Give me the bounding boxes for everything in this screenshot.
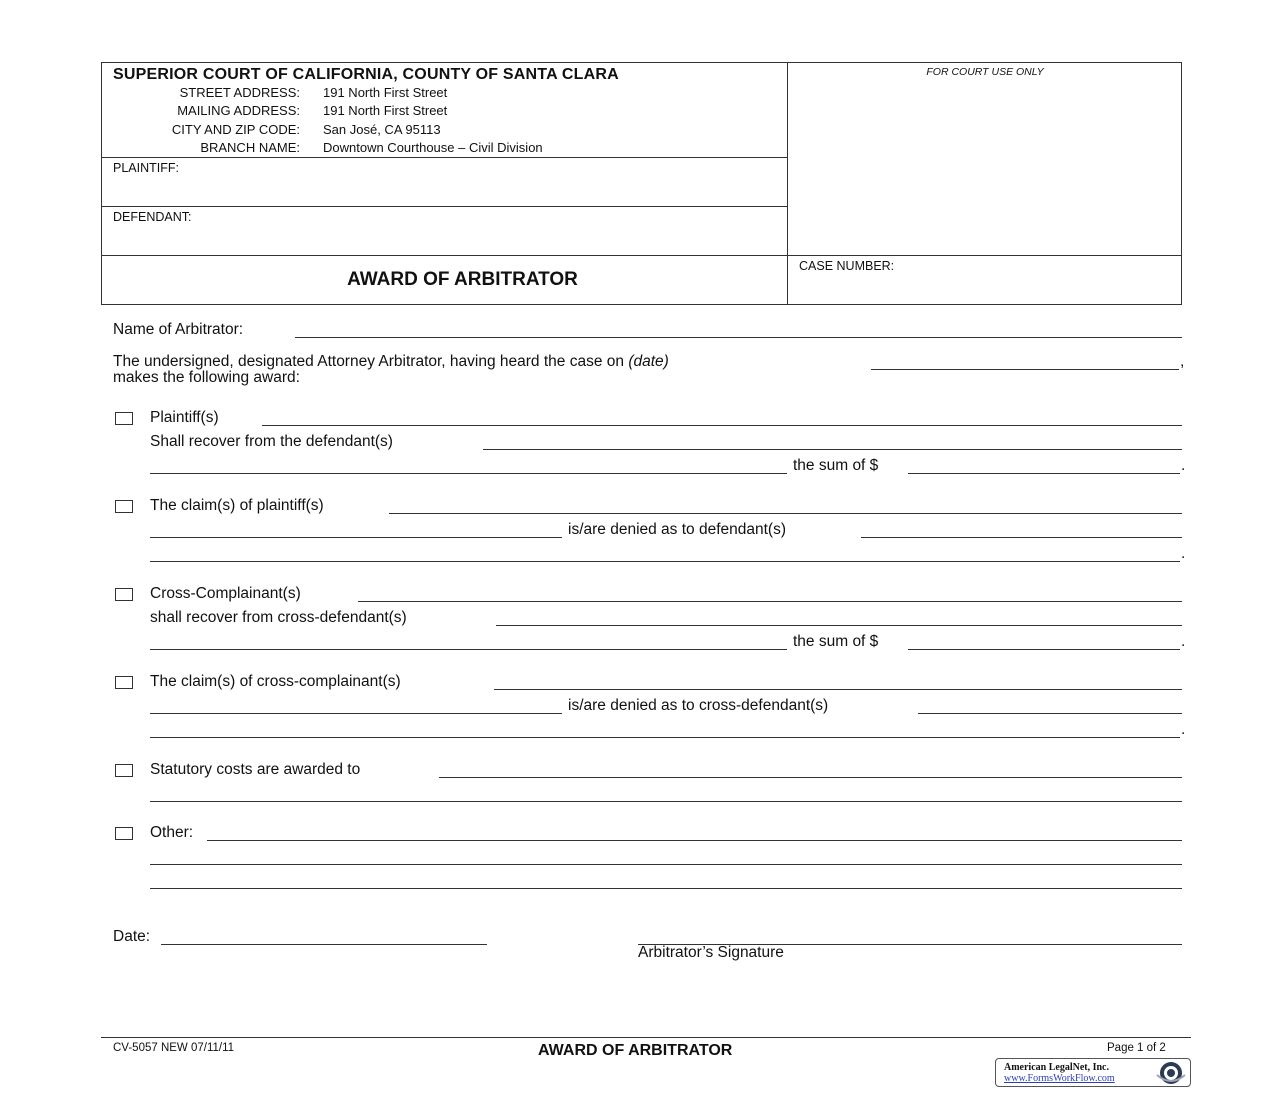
publisher-url[interactable]: www.FormsWorkFlow.com — [1004, 1073, 1115, 1084]
other-field-cont[interactable] — [150, 864, 1182, 865]
claims-plaintiffs-field-cont[interactable] — [150, 537, 562, 538]
street-address-label: STREET ADDRESS: — [179, 85, 300, 100]
statutory-costs-field[interactable] — [439, 777, 1182, 778]
defendant-label: DEFENDANT: — [113, 210, 192, 224]
period: . — [1181, 545, 1186, 562]
caption-rule — [101, 206, 787, 207]
hearing-date-field[interactable] — [871, 369, 1179, 370]
claims-cross-checkbox[interactable] — [115, 676, 133, 689]
caption-rule — [101, 255, 1182, 256]
period: . — [1181, 721, 1186, 738]
intro-comma: , — [1180, 353, 1185, 370]
branch-name-label: BRANCH NAME: — [200, 140, 300, 155]
sum-of-label: the sum of $ — [793, 633, 879, 650]
statutory-costs-checkbox[interactable] — [115, 764, 133, 777]
denied-defendants-label: is/are denied as to defendant(s) — [568, 521, 786, 538]
form-title: AWARD OF ARBITRATOR — [347, 269, 578, 290]
cross-complainants-label: Cross-Complainant(s) — [150, 585, 301, 602]
other-field[interactable] — [207, 840, 1182, 841]
sum-of-label: the sum of $ — [793, 457, 879, 474]
other-checkbox[interactable] — [115, 827, 133, 840]
period: . — [1181, 457, 1186, 474]
court-use-label: FOR COURT USE ONLY — [926, 66, 1044, 78]
claims-cross-field-cont[interactable] — [150, 713, 562, 714]
denied-cross-field[interactable] — [918, 713, 1182, 714]
mailing-address-value: 191 North First Street — [323, 103, 448, 118]
publisher-logo — [995, 1058, 1191, 1087]
branch-name-value: Downtown Courthouse – Civil Division — [323, 140, 543, 155]
arbitrator-name-field[interactable] — [295, 337, 1182, 338]
city-zip-value: San José, CA 95113 — [323, 122, 441, 137]
plaintiffs-checkbox[interactable] — [115, 412, 133, 425]
arbitrator-name-label: Name of Arbitrator: — [113, 321, 244, 338]
plaintiff-label: PLAINTIFF: — [113, 161, 179, 175]
intro-text-before: The undersigned, designated Attorney Arbitrator, having heard the case on — [113, 353, 624, 370]
statutory-costs-label: Statutory costs are awarded to — [150, 761, 361, 778]
footer-title: AWARD OF ARBITRATOR — [538, 1042, 733, 1059]
plaintiffs-label: Plaintiff(s) — [150, 409, 219, 426]
caption-rule — [101, 157, 787, 158]
signature-label: Arbitrator’s Signature — [638, 944, 784, 961]
statutory-costs-field-cont[interactable] — [150, 801, 1182, 802]
period: . — [1181, 633, 1186, 650]
denied-cross-field-cont[interactable] — [150, 737, 1180, 738]
sum-field[interactable] — [908, 473, 1180, 474]
footer-rule — [101, 1037, 1191, 1038]
cross-complainants-checkbox[interactable] — [115, 588, 133, 601]
other-field-cont[interactable] — [150, 888, 1182, 889]
case-number-label: CASE NUMBER: — [799, 259, 895, 273]
cross-defendants-field-cont[interactable] — [150, 649, 787, 650]
claims-cross-label: The claim(s) of cross-complainant(s) — [150, 673, 401, 690]
street-address-value: 191 North First Street — [323, 85, 448, 100]
denied-cross-label: is/are denied as to cross-defendant(s) — [568, 697, 829, 714]
intro-date-label: (date) — [628, 353, 669, 370]
date-field[interactable] — [161, 944, 487, 945]
recover-from-cross-label: shall recover from cross-defendant(s) — [150, 609, 407, 626]
form-number: CV-5057 NEW 07/11/11 — [113, 1042, 235, 1054]
cross-defendants-field[interactable] — [496, 625, 1182, 626]
plaintiffs-field[interactable] — [262, 425, 1182, 426]
claims-plaintiffs-field[interactable] — [389, 513, 1182, 514]
recover-from-defendants-label: Shall recover from the defendant(s) — [150, 433, 393, 450]
publisher-name: American LegalNet, Inc. — [1004, 1062, 1109, 1073]
defendants-field-cont[interactable] — [150, 473, 787, 474]
claims-plaintiffs-label: The claim(s) of plaintiff(s) — [150, 497, 324, 514]
court-title: SUPERIOR COURT OF CALIFORNIA, COUNTY OF SANTA CLARA — [113, 66, 619, 83]
defendants-field[interactable] — [483, 449, 1182, 450]
city-zip-label: CITY AND ZIP CODE: — [171, 122, 300, 137]
globe-icon — [1154, 1060, 1188, 1086]
claims-cross-field[interactable] — [494, 689, 1182, 690]
other-label: Other: — [150, 824, 194, 841]
denied-defendants-field[interactable] — [861, 537, 1182, 538]
mailing-address-label: MAILING ADDRESS: — [177, 103, 300, 118]
cross-complainants-field[interactable] — [358, 601, 1182, 602]
claims-plaintiffs-checkbox[interactable] — [115, 500, 133, 513]
cross-sum-field[interactable] — [908, 649, 1180, 650]
denied-defendants-field-cont[interactable] — [150, 561, 1180, 562]
date-label: Date: — [113, 928, 151, 945]
intro-line2: makes the following award: — [113, 369, 300, 386]
page-number: Page 1 of 2 — [1107, 1042, 1166, 1054]
